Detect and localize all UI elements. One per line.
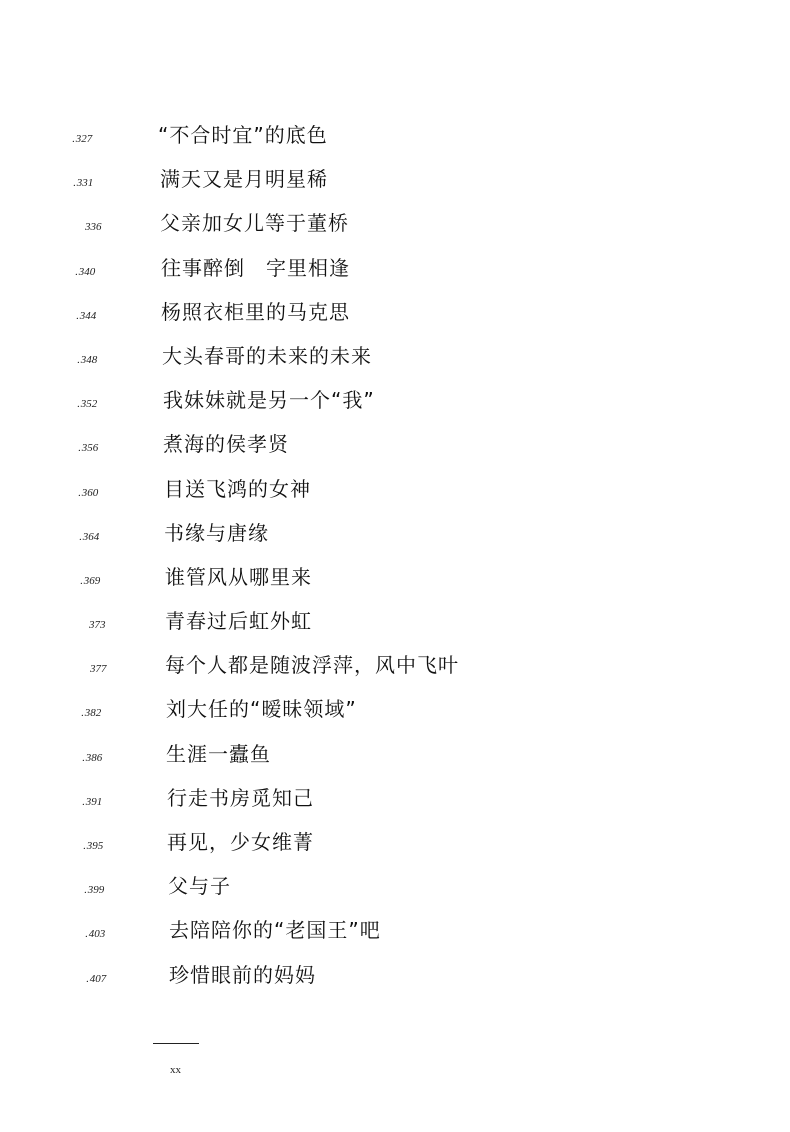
toc-entry — [0, 468, 790, 512]
toc-page-number: . 360 — [78, 486, 118, 500]
toc-title: 父与子 — [168, 874, 231, 899]
toc-page-number: . 356 — [78, 441, 118, 455]
toc-page-number: . 395 — [83, 839, 123, 853]
toc-entry — [0, 512, 790, 556]
toc-entry — [0, 600, 790, 644]
toc-title: 刘大任的“暧昧领域” — [166, 697, 357, 722]
toc-page-number: . 369 — [80, 574, 120, 588]
toc-page-number: . 391 — [82, 795, 122, 809]
toc-title: 往事醉倒 字里相逢 — [161, 255, 350, 280]
toc-entry — [0, 821, 790, 865]
toc-page-number: . 407 — [86, 972, 126, 986]
toc-entry — [0, 379, 790, 423]
toc-entry — [0, 114, 790, 158]
page-folio: xx — [170, 1064, 181, 1076]
toc-entry — [0, 909, 790, 953]
toc-entry — [0, 777, 790, 821]
toc-title: 书缘与唐缘 — [164, 520, 269, 545]
toc-entry — [0, 158, 790, 202]
toc-title: 每个人都是随波浮萍，风中飞叶 — [165, 653, 459, 678]
toc-entry — [0, 865, 790, 909]
toc-page-number: . 344 — [76, 309, 116, 323]
toc-entry — [0, 335, 790, 379]
toc-page-number: . 403 — [85, 927, 125, 941]
toc-title: 行走书房觅知己 — [167, 785, 314, 810]
toc-page-number: . 399 — [84, 883, 124, 897]
toc-title: 我妹妹就是另一个“我” — [163, 388, 375, 413]
toc-title: 煮海的侯孝贤 — [163, 432, 289, 457]
toc-page-number: . 327 — [72, 132, 112, 146]
toc-page-number: 373 — [89, 619, 106, 632]
toc-entry — [0, 644, 790, 688]
footer-rule — [153, 1043, 199, 1044]
toc-page-number: 336 — [85, 221, 102, 234]
toc-title: 再见，少女维菁 — [167, 830, 314, 854]
toc-title: 杨照衣柜里的马克思 — [161, 299, 350, 324]
toc-title: 满天又是月明星稀 — [160, 167, 328, 192]
toc-title: 青春过后虹外虹 — [165, 609, 312, 634]
toc-page-number: . 352 — [77, 397, 117, 411]
toc-page-number: . 386 — [82, 751, 122, 765]
table-of-contents — [0, 114, 790, 998]
toc-title: 目送飞鸿的女神 — [164, 476, 311, 501]
toc-title: 生涯一蠹鱼 — [166, 741, 271, 766]
toc-page-number: 377 — [90, 663, 107, 676]
toc-title: “不合时宜”的底色 — [158, 123, 328, 147]
toc-entry — [0, 556, 790, 600]
toc-entry — [0, 733, 790, 777]
toc-title: 珍惜眼前的妈妈 — [169, 962, 316, 987]
toc-title: 去陪陪你的“老国王”吧 — [169, 918, 381, 943]
toc-entry — [0, 202, 790, 246]
toc-entry — [0, 688, 790, 732]
toc-page-number: . 364 — [79, 530, 119, 544]
toc-page-number: . 331 — [73, 176, 113, 190]
toc-title: 父亲加女儿等于董桥 — [160, 211, 349, 236]
toc-entry — [0, 291, 790, 335]
toc-entry — [0, 423, 790, 467]
toc-page-number: . 340 — [75, 265, 115, 279]
toc-title: 大头春哥的未来的未来 — [162, 343, 372, 368]
toc-entry — [0, 954, 790, 998]
toc-entry — [0, 247, 790, 291]
toc-page-number: . 382 — [81, 706, 121, 720]
toc-page-number: . 348 — [77, 353, 117, 367]
toc-title: 谁管风从哪里来 — [165, 564, 312, 589]
